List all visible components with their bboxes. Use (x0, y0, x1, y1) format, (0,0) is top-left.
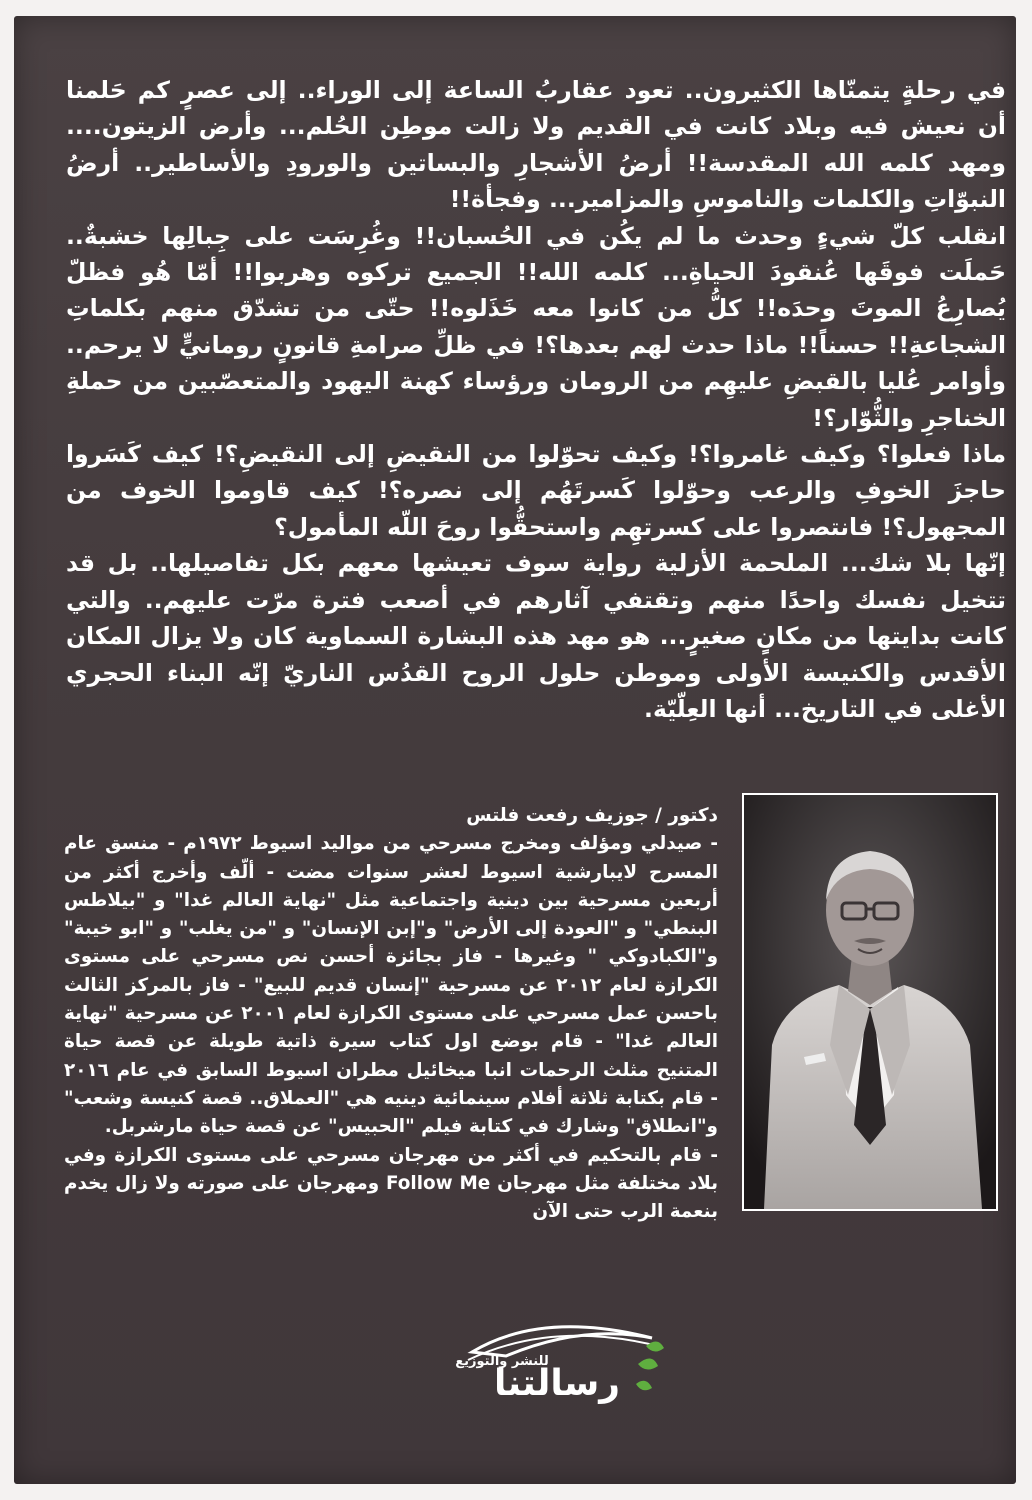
bio-paragraph-2: - قام بالتحكيم في أكثر من مهرجان مسرحي على مستوى الكرازة وفي بلاد مختلفة مثل مهرجان Follow Me ومهرجان على صورته ولا زال يخدم بنعمة الرب حتى الآن (64, 1144, 718, 1223)
blurb-paragraph-4: إنّها بلا شك... الملحمة الأزلية رواية سوف تعيشها معهم بكل تفاصيلها.. بل قد تتخيل نفسك واحدًا منهم وتقتفي آثارهم في أصعب فترة مرّت عليهم.. والتي كانت بدايتها من مكانٍ صغيرٍ... هو مهد هذه البشارة السماوية كان ولا يزال المكان الأقدس والكنيسة الأولى وموطن حلول الروح القدُس الناريّ إنّه البناء الحجري الأغلى في التاريخ... أنها العِلّيّة. (66, 549, 1006, 723)
book-back-cover (14, 16, 1016, 1484)
publisher-tagline: للنشر والتوزيع (455, 1354, 549, 1369)
book-blurb (66, 72, 1006, 727)
blurb-paragraph-1: في رحلةٍ يتمنّاها الكثيرون.. تعود عقاربُ الساعة إلى الوراء.. إلى عصرٍ كم حَلمنا أن نعيش فيه وبلاد كانت في القديم ولا زالت موطِن الحُلم... وأرض الزيتون.... ومهد كلمه الله المقدسة!! أرضُ الأشجارِ والبساتين والورودِ والأساطير.. أرضُ النبوّاتِ والكلمات والناموسِ والمزامير... وفجأة!! (66, 76, 1006, 214)
blurb-paragraph-2: انقلب كلّ شيءٍ وحدث ما لم يكُن في الحُسبان!! وغُرِسَت على جِبالِها خشبةٌ.. حَملَت فوقَها عُنقودَ الحياةِ... كلمه الله!! الجميع تركوه وهربوا!! أمّا هُو فظلّ يُصارِعُ الموتَ وحدَه!! كلُّ من كانوا معه خَذَلوه!! حتّى من تشدّق منهم بكلماتِ الشجاعةِ!! حسناً!! ماذا حدث لهم بعدها؟! في ظلِّ صرامةِ قانونٍ رومانيٍّ لا يرحم.. وأوامر عُليا بالقبضِ عليهِم من الرومان ورؤساء كهنة اليهود والمتعصّبين من حملةِ الخناجرِ والثُّوّار؟! (66, 221, 1006, 432)
publisher-logo (432, 1316, 682, 1426)
author-name-heading: دكتور / جوزيف رفعت فلتس (466, 805, 718, 826)
author-bio (64, 802, 718, 1226)
publisher-name: رسالتنا (493, 1363, 621, 1404)
bio-paragraph-1: - صيدلي ومؤلف ومخرج مسرحي من مواليد اسيوط ١٩٧٢م - منسق عام المسرح لايبارشية اسيوط لعشر سنوات مضت - ألّف وأخرج أكثر من أربعين مسرحية بين دينية واجتماعية مثل "نهاية العالم غدا" و "بيلاطس البنطي" و "العودة إلى الأرض" و"إبن الإنسان" و "من يغلب" و "ابو خيبة" و"الكبادوكي " وغيرها - فاز بجائزة أحسن نص مسرحي على مستوى الكرازة لعام ٢٠١٢ عن مسرحية "إنسان قديم للبيع" - فاز بالمركز الثالث باحسن عمل مسرحي على مستوى الكرازة لعام ٢٠٠١ عن مسرحية "نهاية العالم غدا" - قام بوضع اول كتاب سيرة ذاتية طويلة عن قصة حياة المتنيح مثلث الرحمات انبا ميخائيل مطران اسيوط السابق في عام ٢٠١٦ - قام بكتابة ثلاثة أفلام سينمائية دينيه هي "العملاق.. قصة كنيسة وشعب" و"انطلاق" وشارك في كتابة فيلم "الحبيس" عن قصة حياة مارشربل. (64, 833, 719, 1138)
author-photo (742, 793, 998, 1211)
blurb-paragraph-3: ماذا فعلوا؟ وكيف غامروا؟! وكيف تحوّلوا من النقيضِ إلى النقيضِ؟! كيف كَسَروا حاجزَ الخوفِ والرعب وحوّلوا كَسرتَهُم إلى نصره؟! كيف قاوموا الخوف من المجهول؟! فانتصروا على كسرتهِم واستحقُّوا روحَ اللّه المأمول؟ (66, 440, 1006, 541)
author-portrait-image (744, 795, 996, 1209)
